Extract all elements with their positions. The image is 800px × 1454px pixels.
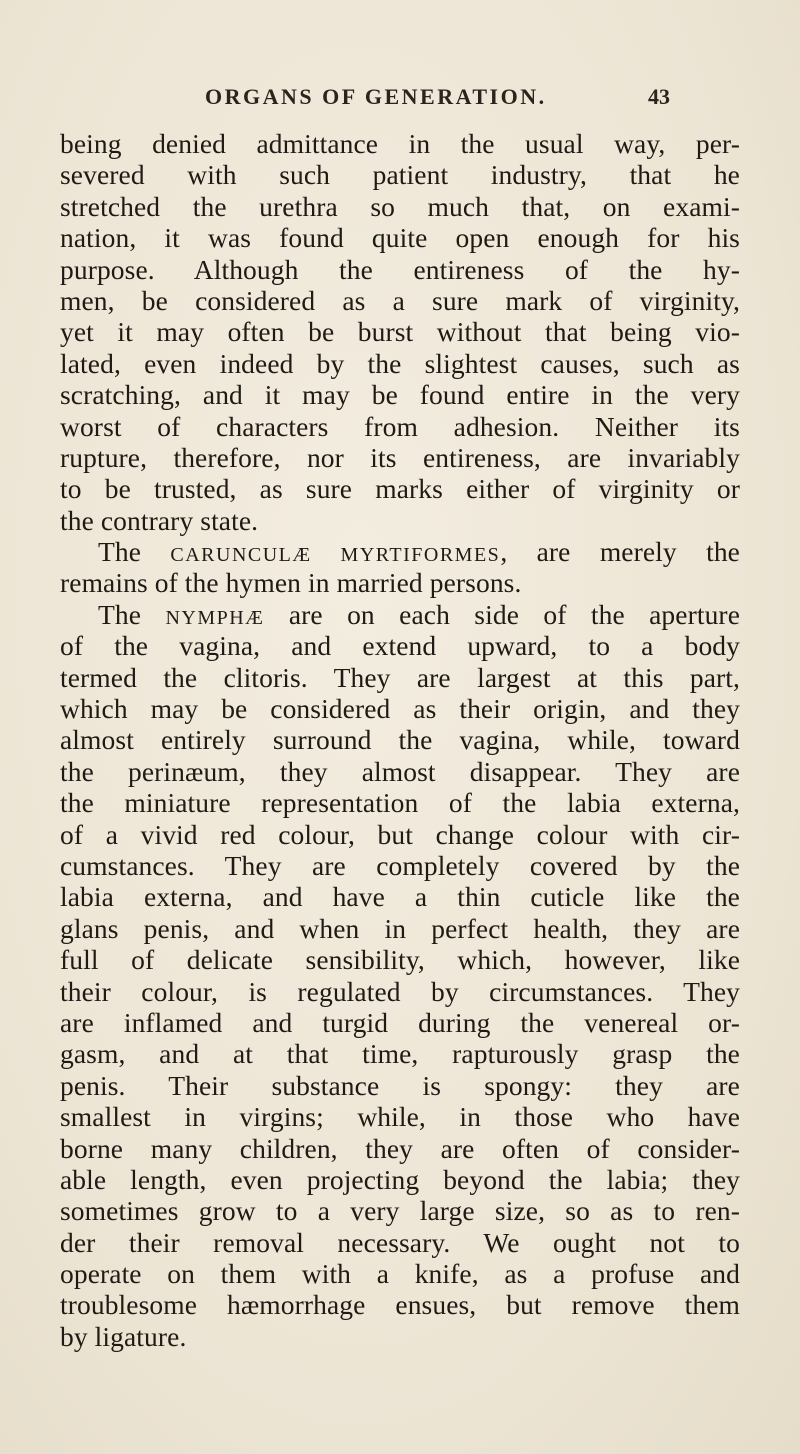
text-line: the perinæum, they almost disappear. They are — [60, 755, 740, 787]
text-run: , are merely the — [500, 536, 740, 568]
text-line: stretched the urethra so much that, on exami- — [60, 190, 740, 222]
text-line: by ligature. — [60, 1320, 187, 1352]
text-line: severed with such patient industry, that he — [60, 159, 740, 191]
text-run: The — [98, 536, 171, 568]
text-run: The — [98, 598, 166, 630]
paragraph-nymphae — [60, 599, 740, 630]
text-line: smallest in virgins; while, in those who have — [60, 1101, 740, 1133]
small-caps-term: CARUNCULÆ MYRTIFORMES — [170, 544, 501, 567]
body-text — [60, 128, 740, 1352]
text-line: borne many children, they are often of consider- — [60, 1132, 740, 1164]
text-line: cumstances. They are completely covered by the — [60, 849, 740, 881]
text-line: rupture, therefore, nor its entireness, are invariably — [60, 441, 740, 473]
text-line: labia externa, and have a thin cuticle like the — [60, 881, 740, 913]
text-line: men, be considered as a sure mark of virginity, — [60, 284, 740, 316]
text-line: penis. Their substance is spongy: they are — [60, 1069, 740, 1101]
text-line: which may be considered as their origin, and they — [60, 693, 740, 725]
running-title: ORGANS OF GENERATION. — [205, 84, 547, 109]
small-caps-term: NYMPHÆ — [165, 606, 265, 629]
text-run: are on each side of the aperture — [264, 598, 740, 630]
text-line: able length, even projecting beyond the labia; they — [60, 1163, 740, 1195]
text-line: scratching, and it may be found entire in the very — [60, 379, 740, 411]
paragraph-caruncula — [60, 536, 740, 567]
text-line: yet it may often be burst without that being vio- — [60, 316, 740, 348]
text-line: being denied admittance in the usual way, per- — [60, 128, 740, 159]
text-line: termed the clitoris. They are largest at this part, — [60, 661, 740, 693]
text-line: remains of the hymen in married persons. — [60, 567, 522, 599]
text-line: full of delicate sensibility, which, however, like — [60, 944, 740, 976]
text-line: the miniature representation of the labia externa, — [60, 787, 740, 819]
text-line: purpose. Although the entireness of the hy- — [60, 253, 740, 285]
page-header — [0, 84, 800, 120]
text-line: sometimes grow to a very large size, so as to ren- — [60, 1195, 740, 1227]
text-line: lated, even indeed by the slightest causes, such as — [60, 347, 740, 379]
page-number: 43 — [648, 84, 670, 109]
text-line: der their removal necessary. We ought not to — [60, 1226, 740, 1258]
text-line: nation, it was found quite open enough for his — [60, 222, 740, 254]
text-line: almost entirely surround the vagina, while, toward — [60, 724, 740, 756]
text-line: of a vivid red colour, but change colour with cir- — [60, 818, 740, 850]
text-line: are inflamed and turgid during the venereal or- — [60, 1006, 740, 1038]
text-line: operate on them with a knife, as a profuse and — [60, 1258, 740, 1290]
text-line: glans penis, and when in perfect health, they are — [60, 912, 740, 944]
text-line: gasm, and at that time, rapturously grasp the — [60, 1038, 740, 1070]
text-line: to be trusted, as sure marks either of virginity or — [60, 473, 740, 505]
text-line: troublesome hæmorrhage ensues, but remove them — [60, 1289, 740, 1321]
text-line: the contrary state. — [60, 504, 259, 536]
text-line: worst of characters from adhesion. Neither its — [60, 410, 740, 442]
text-line: their colour, is regulated by circumstances. They — [60, 975, 740, 1007]
text-line: of the vagina, and extend upward, to a body — [60, 630, 740, 662]
